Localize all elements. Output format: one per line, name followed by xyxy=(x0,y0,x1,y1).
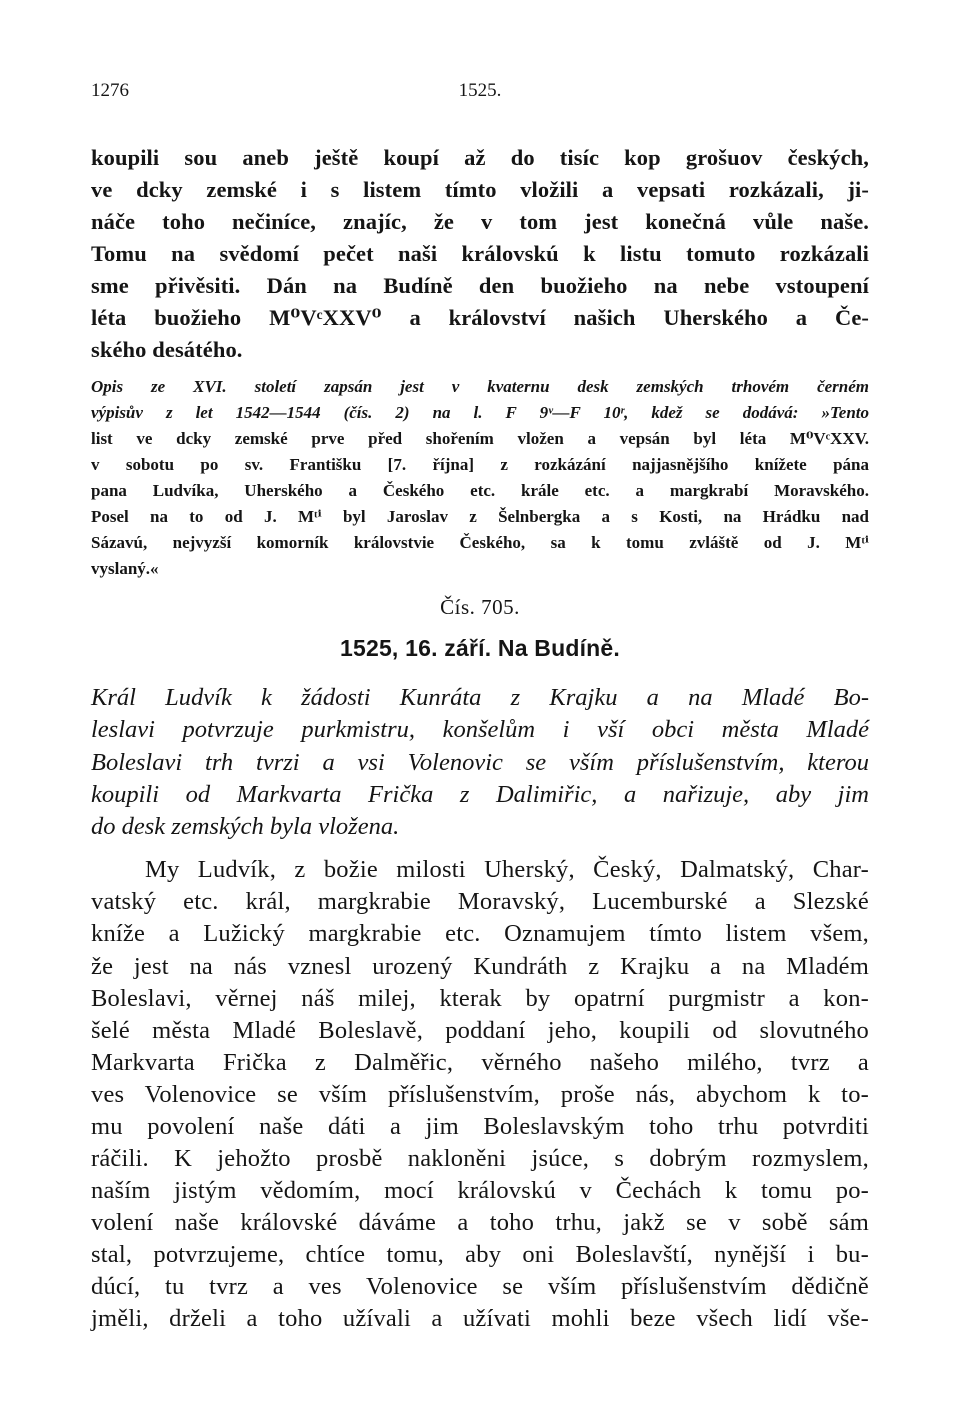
charter-line: Markvarta Frička z Dalměřic, věrného našeho milého, tvrz a xyxy=(91,1049,869,1076)
regest-line: Král Ludvík k žádosti Kunráta z Krajku a na Mladé Bo- xyxy=(91,684,869,711)
running-year: 1525. xyxy=(458,80,502,101)
text-line: náče toho nečiníce, znajíc, že v tom jest konečná vůle naše. xyxy=(91,209,869,234)
text-line: léta buožieho M⁰VᶜXXV⁰ a království našich Uherského a Če- xyxy=(91,305,869,330)
note-line: list ve dcky zemské prve před shořením vložen a vepsán byl léta M⁰VᶜXXV. xyxy=(91,429,869,448)
text-line: ve dcky zemské i s listem tímto vložili a vepsati rozkázali, ji- xyxy=(91,177,869,202)
regest-line: Boleslavi trh tvrzi a vsi Volenovic se vším příslušenstvím, kterou xyxy=(91,749,869,776)
regest-line: koupili od Markvarta Frička z Dalimiřic, a nařizuje, aby jim xyxy=(91,781,869,808)
regest-line: leslavi potvrzuje purkmistru, konšelům i vší obci města Mladé xyxy=(91,716,869,743)
charter-line: ves Volenovice se vším příslušenstvím, proše nás, abychom k to- xyxy=(91,1081,869,1108)
note-line: Opis ze XVI. století zapsán jest v kvaternu desk zemských trhovém černém xyxy=(91,377,869,396)
charter-line: ráčili. K jehožto prosbě nakloněni jsúce, s dobrým rozmyslem, xyxy=(91,1145,869,1172)
charter-line: vatský etc. král, margkrabie Moravský, Lucemburské a Slezské xyxy=(91,888,869,915)
charter-line: že jest na nás vznesl urozený Kundráth z Krajku a na Mladém xyxy=(91,953,869,980)
charter-line: kníže a Lužický margkrabie etc. Oznamujem tímto listem všem, xyxy=(91,920,869,947)
note-line: výpisův z let 1542—1544 (čís. 2) na l. F 9ᵛ—F 10ʳ, kdež se dodává: »Tento xyxy=(91,403,869,422)
note-line: v sobotu po sv. Františku [7. října] z rozkázání najjasnějšího knížete pána xyxy=(91,455,869,474)
text-line: Tomu na svědomí pečet naši královskú k listu tomuto rozkázali xyxy=(91,241,869,266)
entry-date-place: 1525, 16. září. Na Budíně. xyxy=(339,635,621,661)
charter-line: dúcí, tu tvrz a ves Volenovice se vším příslušenstvím dědičně xyxy=(91,1273,869,1300)
note-line: vyslaný.« xyxy=(91,559,159,578)
charter-line: stal, potvrzujeme, chtíce tomu, aby oni Boleslavští, nynější i bu- xyxy=(91,1241,869,1268)
text-line: ského desátého. xyxy=(91,337,243,362)
regest-line: do desk zemských byla vložena. xyxy=(91,813,400,840)
charter-line: mu povolení naše dáti a jim Boleslavským toho trhu potvrditi xyxy=(91,1113,869,1140)
note-line: pana Ludvíka, Uherského a Českého etc. krále etc. a margkrabí Moravského. xyxy=(91,481,869,500)
page-header xyxy=(91,80,869,106)
page-number: 1276 xyxy=(91,80,129,101)
text-line: sme přivěsiti. Dán na Budíně den buožieho na nebe vstoupení xyxy=(91,273,869,298)
charter-line: Boleslavi, věrnej náš milej, kterak by opatrní purgmistr a kon- xyxy=(91,985,869,1012)
charter-line: volení naše královské dáváme a toho trhu, jakž se v sobě sám xyxy=(91,1209,869,1236)
entry-number: Čís. 705. xyxy=(440,595,520,619)
note-line: Sázavú, nejvyzší komorník královstvie Českého, sa k tomu zvláště od J. Mᵗⁱ xyxy=(91,533,869,552)
note-line: Posel na to od J. Mᵗⁱ byl Jaroslav z Šelnbergka a s Kosti, na Hrádku nad xyxy=(91,507,869,526)
charter-line: jměli, drželi a toho užívali a užívati mohli beze všech lidí vše- xyxy=(91,1305,869,1332)
text-line: koupili sou aneb ještě koupí až do tisíc kop grošuov českých, xyxy=(91,145,869,170)
charter-line: My Ludvík, z božie milosti Uherský, Český, Dalmatský, Char- xyxy=(145,856,869,883)
charter-line: naším jistým vědomím, mocí královskú v Čechách k tomu po- xyxy=(91,1177,869,1204)
charter-line: šelé města Mladé Boleslavě, poddaní jeho, koupili od slovutného xyxy=(91,1017,869,1044)
